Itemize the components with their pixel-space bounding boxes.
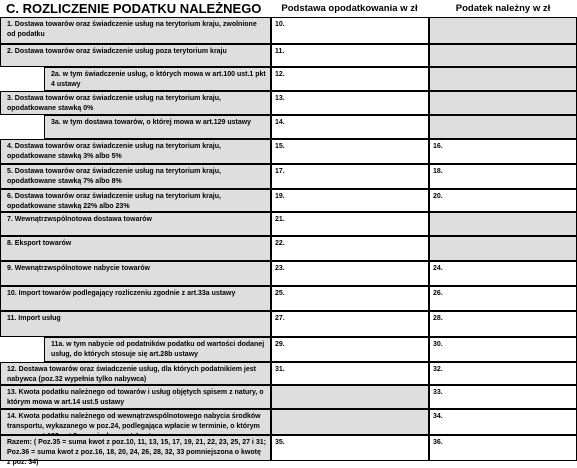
- field-number: 32.: [433, 366, 443, 373]
- tax-due-field[interactable]: [429, 261, 577, 286]
- tax-base-field[interactable]: [271, 164, 429, 189]
- tax-base-field[interactable]: [271, 67, 429, 91]
- tax-due-field[interactable]: [429, 189, 577, 212]
- tax-due-field: [429, 67, 577, 91]
- field-number: 10.: [275, 21, 285, 28]
- field-number: 11.: [275, 48, 285, 55]
- field-number: 35.: [275, 439, 285, 446]
- tax-base-field: [271, 385, 429, 409]
- column-header-tax-base: Podstawa opodatkowania w zł: [271, 0, 428, 18]
- tax-due-field[interactable]: [429, 409, 577, 435]
- tax-due-field: [429, 236, 577, 261]
- row-description: 7. Wewnątrzwspólnotowa dostawa towarów: [0, 212, 271, 236]
- tax-due-field[interactable]: [429, 337, 577, 362]
- tax-base-field[interactable]: [271, 189, 429, 212]
- field-number: 17.: [275, 168, 285, 175]
- field-number: 30.: [433, 341, 443, 348]
- field-number: 24.: [433, 265, 443, 272]
- column-header-tax-due: Podatek należny w zł: [429, 0, 577, 18]
- tax-base-field[interactable]: [271, 435, 429, 461]
- field-number: 15.: [275, 143, 285, 150]
- tax-base-field[interactable]: [271, 236, 429, 261]
- tax-due-field: [429, 212, 577, 236]
- field-number: 28.: [433, 315, 443, 322]
- field-number: 26.: [433, 290, 443, 297]
- row-indent: [0, 337, 44, 362]
- tax-base-field[interactable]: [271, 337, 429, 362]
- section-title: C. ROZLICZENIE PODATKU NALEŻNEGO: [6, 1, 262, 16]
- row-description: 5. Dostawa towarów oraz świadczenie usług na terytorium kraju, opodatkowane stawką 7% albo 8%: [0, 164, 271, 189]
- tax-due-field[interactable]: [429, 286, 577, 311]
- tax-base-field[interactable]: [271, 91, 429, 115]
- field-number: 19.: [275, 193, 285, 200]
- field-number: 20.: [433, 193, 443, 200]
- tax-due-field: [429, 44, 577, 67]
- field-number: 16.: [433, 143, 443, 150]
- field-number: 18.: [433, 168, 443, 175]
- tax-due-field[interactable]: [429, 311, 577, 337]
- field-number: 25.: [275, 290, 285, 297]
- tax-base-field: [271, 409, 429, 435]
- field-number: 31.: [275, 366, 285, 373]
- row-description: 4. Dostawa towarów oraz świadczenie usług na terytorium kraju, opodatkowane stawką 3% albo 5%: [0, 139, 271, 164]
- tax-due-field: [429, 91, 577, 115]
- tax-base-field[interactable]: [271, 286, 429, 311]
- row-description: 11a. w tym nabycie od podatników podatku od wartości dodanej usług, do których stosuje się art.28b ustawy: [44, 337, 271, 362]
- field-number: 29.: [275, 341, 285, 348]
- row-description: 10. Import towarów podlegający rozliczeniu zgodnie z art.33a ustawy: [0, 286, 271, 311]
- row-description: 13. Kwota podatku należnego od towarów i usług objętych spisem z natury, o którym mowa w art.14 ust.5 ustawy: [0, 385, 271, 409]
- tax-due-field[interactable]: [429, 435, 577, 461]
- tax-base-field[interactable]: [271, 139, 429, 164]
- field-number: 33.: [433, 389, 443, 396]
- tax-base-field[interactable]: [271, 115, 429, 139]
- field-number: 34.: [433, 413, 443, 420]
- row-description: 3a. w tym dostawa towarów, o której mowa w art.129 ustawy: [44, 115, 271, 139]
- tax-due-field: [429, 17, 577, 44]
- row-description: 1. Dostawa towarów oraz świadczenie usług na terytorium kraju, zwolnione od podatku: [0, 17, 271, 44]
- field-number: 21.: [275, 216, 285, 223]
- row-description: 6. Dostawa towarów oraz świadczenie usług na terytorium kraju, opodatkowane stawką 22% albo 23%: [0, 189, 271, 212]
- field-number: 27.: [275, 315, 285, 322]
- row-indent: [0, 115, 44, 139]
- tax-base-field[interactable]: [271, 362, 429, 385]
- row-description: 8. Eksport towarów: [0, 236, 271, 261]
- field-number: 12.: [275, 71, 285, 78]
- tax-base-field[interactable]: [271, 212, 429, 236]
- row-description: 3. Dostawa towarów oraz świadczenie usług na terytorium kraju, opodatkowane stawką 0%: [0, 91, 271, 115]
- row-description: 12. Dostawa towarów oraz świadczenie usług, dla których podatnikiem jest nabywca (poz.32 wypełnia tylko nabywca): [0, 362, 271, 385]
- tax-due-field[interactable]: [429, 139, 577, 164]
- tax-base-field[interactable]: [271, 261, 429, 286]
- field-number: 13.: [275, 95, 285, 102]
- tax-due-field[interactable]: [429, 385, 577, 409]
- row-description: Razem: ( Poz.35 = suma kwot z poz.10, 11, 13, 15, 17, 19, 21, 22, 23, 25, 27 i 31; Poz.36 = suma kwot z poz.16, 18, 20, 24, 26, 28, 32, 33 pomniejszona o kwotę z poz. 34): [0, 435, 271, 461]
- field-number: 14.: [275, 119, 285, 126]
- row-description: 2a. w tym świadczenie usług, o których mowa w art.100 ust.1 pkt 4 ustawy: [44, 67, 271, 91]
- tax-base-field[interactable]: [271, 17, 429, 44]
- tax-due-field[interactable]: [429, 164, 577, 189]
- field-number: 22.: [275, 240, 285, 247]
- row-description: 9. Wewnątrzwspólnotowe nabycie towarów: [0, 261, 271, 286]
- row-indent: [0, 67, 44, 91]
- field-number: 36.: [433, 439, 443, 446]
- row-description: 2. Dostawa towarów oraz świadczenie usług poza terytorium kraju: [0, 44, 271, 67]
- tax-base-field[interactable]: [271, 311, 429, 337]
- field-number: 23.: [275, 265, 285, 272]
- tax-base-field[interactable]: [271, 44, 429, 67]
- row-description: 14. Kwota podatku należnego od wewnątrzwspólnotowego nabycia środków transportu, wykazanego w poz.24, podlegająca wpłacie w terminie, o którym: [0, 409, 271, 435]
- row-description: 11. Import usług: [0, 311, 271, 337]
- tax-due-field[interactable]: [429, 362, 577, 385]
- tax-due-field: [429, 115, 577, 139]
